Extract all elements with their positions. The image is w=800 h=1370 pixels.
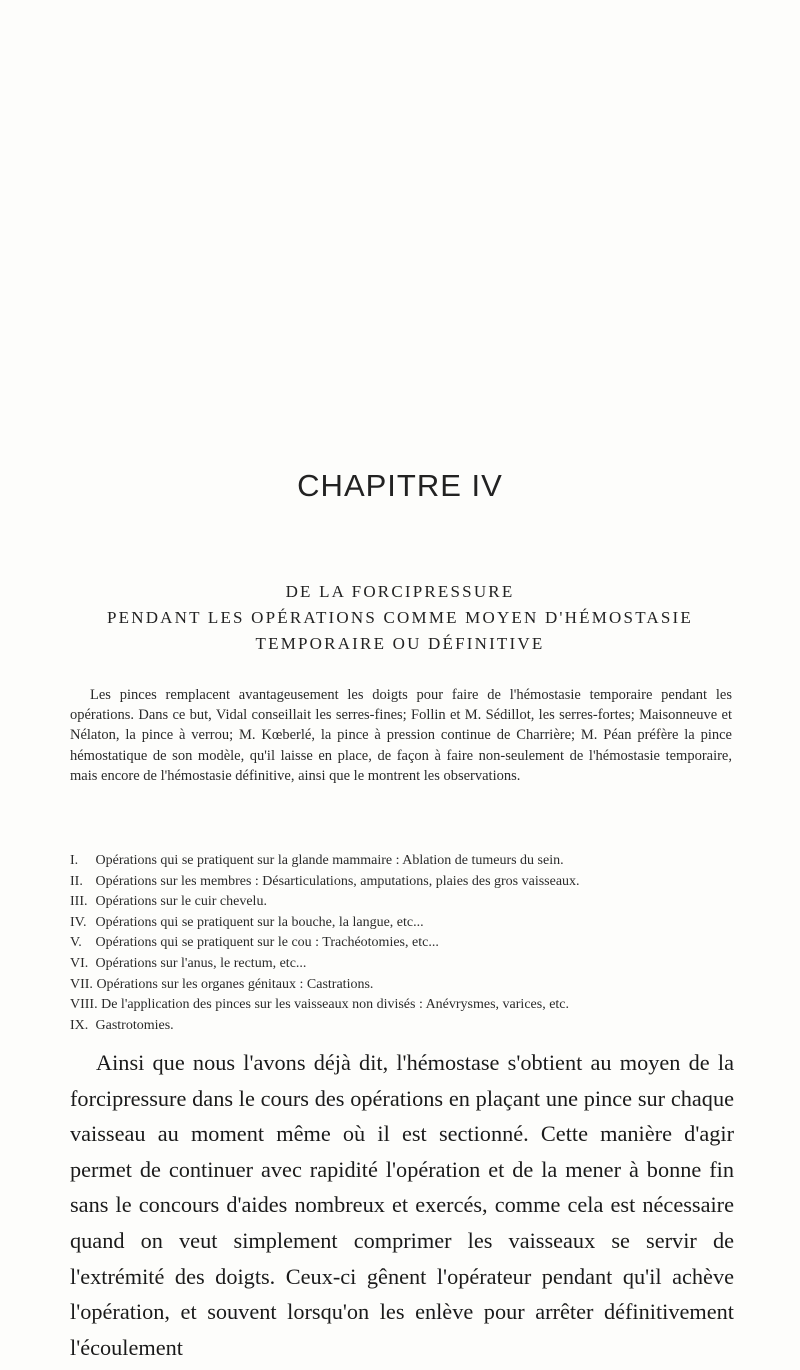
operation-number: IX.: [70, 1017, 89, 1033]
operation-item: [70, 851, 770, 872]
operation-number: VII.: [70, 976, 93, 992]
operation-item: [70, 995, 770, 1016]
body-paragraph: Ainsi que nous l'avons déjà dit, l'hémostase s'obtient au moyen de la forcipressure dans le cours des opérations en plaçant une pince sur chaque vaisseau au moment même où il est sectionné. Cette manière d'agir permet de continuer avec rapidité l'opération et de la mener à bonne fin sans le concours d'aides nombreux et exercés, comme cela est nécessaire quand on veut simplement comprimer les vaisseaux se servir de l'extrémité des doigts. Ceux-ci gênent l'opérateur pendant qu'il achève l'opération, et souvent lorsqu'on les enlève pour arrêter définitivement l'écoulement: [70, 1050, 734, 1360]
operation-number: I.: [70, 853, 79, 868]
operation-text: De l'application des pinces sur les vaisseaux non divisés : Anévrysmes, varices, etc.: [101, 997, 570, 1013]
operation-text: Opérations qui se pratiquent sur la bouche, la langue, etc...: [95, 914, 424, 930]
operation-item: [70, 975, 770, 996]
operation-number: VI.: [70, 955, 89, 971]
operation-number: III.: [70, 894, 88, 910]
operation-text: Opérations sur le cuir chevelu.: [95, 894, 267, 910]
chapter-heading-line-3: TEMPORAIRE OU DÉFINITIVE: [255, 634, 545, 653]
intro-paragraph: Les pinces remplacent avantageusement les doigts pour faire de l'hémostasie temporaire pendant les opérations. Dans ce but, Vidal conseillait les serres-fines; Follin et M. Sédillot, les serres-fortes; Maisonneuve et Nélaton, la pince à verrou; M. Kœberlé, la pince à pression continue de Charrière; M. Péan préfère la pince hémostatique de son modèle, qu'il laisse en place, de façon à faire non-seulement de l'hémostasie temporaire, mais encore de l'hémostasie définitive, ainsi que le montrent les observations.: [70, 687, 732, 784]
operation-text: Opérations sur les membres : Désarticulations, amputations, plaies des gros vaisseaux.: [95, 873, 580, 889]
operations-list: [70, 851, 770, 1036]
operation-text: Opérations qui se pratiquent sur la glande mammaire : Ablation de tumeurs du sein.: [95, 853, 564, 868]
operation-item: [70, 954, 770, 975]
operation-item: [70, 872, 770, 893]
operation-text: Opérations sur les organes génitaux : Castrations.: [96, 976, 374, 992]
chapter-heading-line-2: PENDANT LES OPÉRATIONS COMME MOYEN D'HÉMOSTASIE: [106, 608, 693, 627]
operation-text: Gastrotomies.: [95, 1017, 174, 1033]
operation-item: [70, 1016, 770, 1037]
operation-text: Opérations qui se pratiquent sur le cou : Trachéotomies, etc...: [95, 935, 439, 951]
chapter-heading-line-1: DE LA FORCIPRESSURE: [285, 582, 515, 601]
operation-number: IV.: [70, 914, 87, 930]
operation-item: [70, 913, 770, 934]
operation-number: VIII.: [70, 997, 98, 1013]
operation-item: [70, 933, 770, 954]
operation-item: [70, 892, 770, 913]
chapter-title: CHAPITRE IV: [297, 468, 503, 503]
operation-number: V.: [70, 935, 82, 951]
operation-text: Opérations sur l'anus, le rectum, etc...: [95, 955, 307, 971]
operation-number: II.: [70, 873, 83, 889]
